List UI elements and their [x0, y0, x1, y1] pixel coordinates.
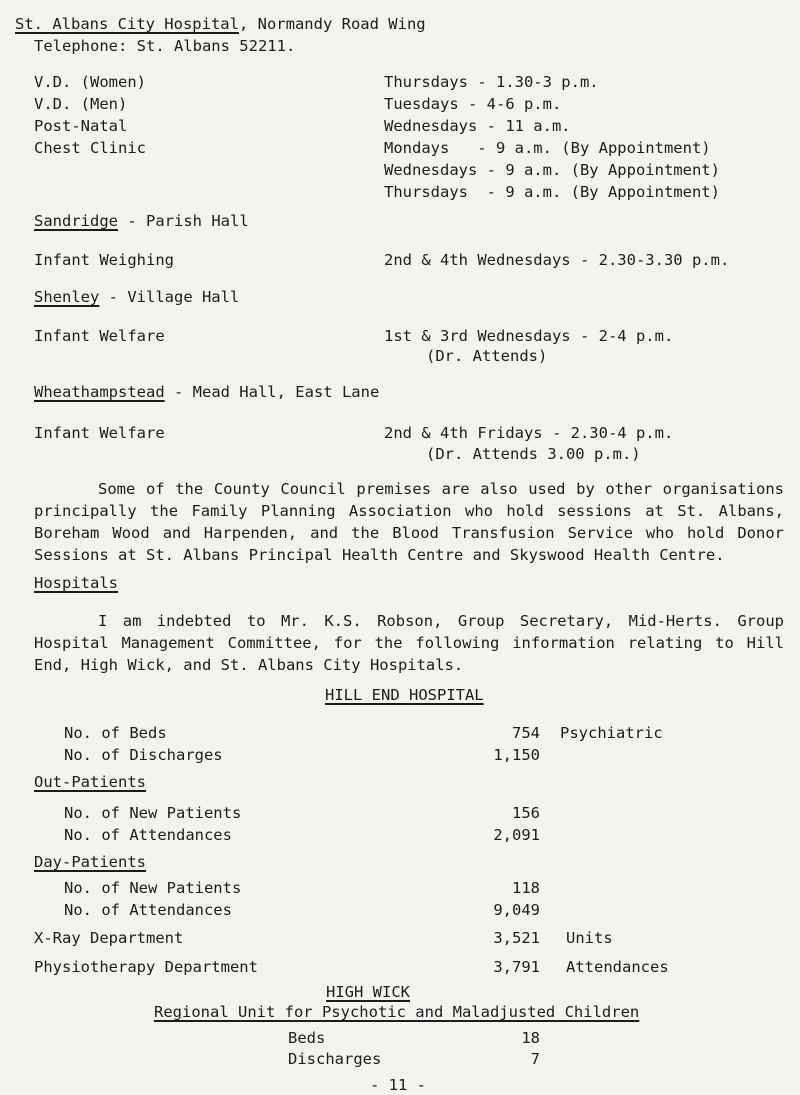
- out-att-value: 2,091: [493, 826, 540, 844]
- beds-label: No. of Beds: [64, 724, 167, 742]
- shenley-service: Infant Welfare: [34, 327, 165, 345]
- wheathampstead-venue: - Mead Hall, East Lane: [164, 383, 380, 401]
- hospitals-paragraph: [34, 610, 784, 676]
- hw-beds-label: Beds: [288, 1029, 326, 1047]
- clinic-name: V.D. (Women): [34, 73, 146, 91]
- day-att-value: 9,049: [493, 901, 540, 919]
- hw-discharges-label: Discharges: [288, 1050, 382, 1068]
- discharges-label: No. of Discharges: [64, 746, 223, 764]
- day-new-value: 118: [512, 879, 540, 897]
- clinic-schedule: Thursdays - 1.30-3 p.m.: [384, 73, 599, 91]
- page-number: - 11 -: [370, 1076, 426, 1094]
- high-wick-subheading: Regional Unit for Psychotic and Maladjusted Children: [154, 1003, 640, 1021]
- high-wick-heading: HIGH WICK: [326, 983, 410, 1001]
- telephone: Telephone: St. Albans 52211.: [34, 37, 296, 55]
- hospitals-heading: Hospitals: [34, 574, 118, 592]
- clinic-name: Chest Clinic: [34, 139, 146, 157]
- discharges-value: 1,150: [493, 746, 540, 764]
- physio-label: Physiotherapy Department: [34, 958, 258, 976]
- header-line: [15, 14, 426, 34]
- hospitals-text: I am indebted to Mr. K.S. Robson, Group Secretary, Mid-Herts. Group Hospital Management Committee, for the following information relating to Hill End, High Wick, and St. Albans City Hospitals.: [34, 612, 784, 674]
- clinic-schedule: Wednesdays - 9 a.m. (By Appointment): [384, 161, 720, 179]
- hospital-title: St. Albans City Hospital: [15, 15, 239, 33]
- premises-paragraph: [34, 478, 784, 566]
- physio-note: Attendances: [566, 958, 669, 976]
- day-new-label: No. of New Patients: [64, 879, 242, 897]
- premises-text: Some of the County Council premises are also used by other organisations principally the Family Planning Association who hold sessions at St. Albans, Boreham Wood and Harpenden, and the Blood Transfusion Service who hold Donor Sessions at St. Albans Principal Health Centre and Skyswood Health Centre.: [34, 480, 784, 564]
- out-new-label: No. of New Patients: [64, 804, 242, 822]
- shenley-schedule: 1st & 3rd Wednesdays - 2-4 p.m.: [384, 327, 674, 345]
- day-att-label: No. of Attendances: [64, 901, 232, 919]
- wheathampstead-service: Infant Welfare: [34, 424, 165, 442]
- xray-value: 3,521: [493, 929, 540, 947]
- out-att-label: No. of Attendances: [64, 826, 232, 844]
- wheathampstead-schedule: 2nd & 4th Fridays - 2.30-4 p.m.: [384, 424, 674, 442]
- outpatients-heading: Out-Patients: [34, 773, 146, 791]
- clinic-name: V.D. (Men): [34, 95, 128, 113]
- beds-note: Psychiatric: [560, 724, 663, 742]
- clinic-name: Post-Natal: [34, 117, 128, 135]
- wheathampstead-place: Wheathampstead: [34, 383, 165, 401]
- hw-discharges-value: 7: [530, 1050, 540, 1068]
- sandridge-schedule: 2nd & 4th Wednesdays - 2.30-3.30 p.m.: [384, 251, 730, 269]
- hospital-title-rest: , Normandy Road Wing: [238, 15, 426, 33]
- clinic-schedule: Thursdays - 9 a.m. (By Appointment): [384, 183, 720, 201]
- sandridge-service: Infant Weighing: [34, 251, 174, 269]
- shenley-venue: - Village Hall: [99, 288, 240, 306]
- hill-end-heading: HILL END HOSPITAL: [325, 686, 484, 704]
- physio-value: 3,791: [493, 958, 540, 976]
- clinic-schedule: Mondays - 9 a.m. (By Appointment): [384, 139, 711, 157]
- xray-note: Units: [566, 929, 613, 947]
- hw-beds-value: 18: [521, 1029, 540, 1047]
- clinic-schedule: Wednesdays - 11 a.m.: [384, 117, 571, 135]
- out-new-value: 156: [512, 804, 540, 822]
- beds-value: 754: [512, 724, 540, 742]
- sandridge-heading: [34, 211, 249, 231]
- daypatients-heading: Day-Patients: [34, 853, 146, 871]
- shenley-heading: [34, 287, 239, 307]
- wheathampstead-heading: [34, 382, 379, 402]
- shenley-place: Shenley: [34, 288, 100, 306]
- shenley-note: (Dr. Attends): [426, 347, 548, 365]
- wheathampstead-note: (Dr. Attends 3.00 p.m.): [426, 445, 641, 463]
- xray-label: X-Ray Department: [34, 929, 184, 947]
- clinic-schedule: Tuesdays - 4-6 p.m.: [384, 95, 562, 113]
- sandridge-venue: - Parish Hall: [118, 212, 249, 230]
- sandridge-place: Sandridge: [34, 212, 118, 230]
